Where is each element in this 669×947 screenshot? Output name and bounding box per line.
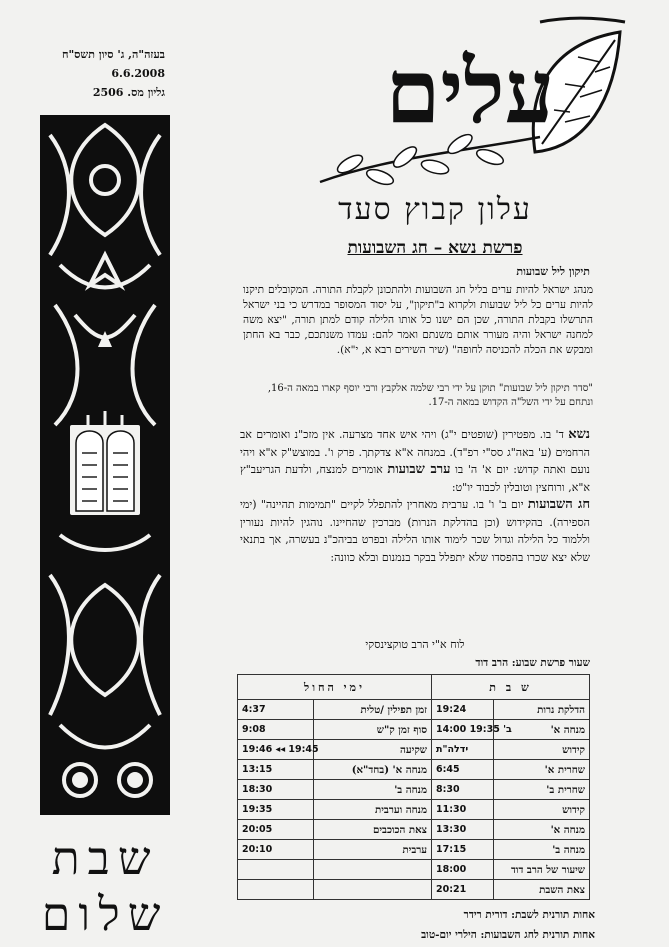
weekday-header: ימי החול — [238, 675, 432, 700]
masthead-logo — [310, 12, 630, 197]
table-row: מנחה א' 13:30 צאת הכוכבים 20:05 — [238, 820, 590, 840]
schedule-header-row — [238, 675, 590, 700]
weekly-halacha — [240, 426, 590, 566]
tablets-icon — [70, 411, 140, 515]
chag-shavuot: חג השבועות — [527, 497, 591, 512]
nurse-shabbat: אחות תורנית לשבת: דורית רידר — [463, 909, 595, 921]
table-row: מנחה א' 14:00 ב' 19:35 סוף זמן ק"ש 9:08 — [238, 720, 590, 740]
table-row: קידוש 11:30 מנחה וערבית 19:35 — [238, 800, 590, 820]
parasha-name: נשא — [568, 427, 590, 442]
table-row: קידוש ידלה"ת שקיעה 19:46 ◂◂ 19:45 — [238, 740, 590, 760]
decorative-banner — [40, 115, 170, 815]
newsletter-subtitle: עלון קבוץ סעד — [338, 192, 532, 227]
article-body: מנהג ישראל להיות ערים בליל חג השבועות ולהתכונן לקבלת התורה. המקובלים תיקנו להיות ערים כל ליל שבועות ולקרוא ב"תיקון", על יסוד המסופר במדרש כי בני ישראל התרשלו בקבלת התורה, שכן הם ישנו כל אותו הלילה קודם למתן תורה, "יצא משה למחנה ישראל והיה מעורר אותם משנתם ואמר להם: עמדו משנתכם, כבר בא החתן ומבקש את הכלה להכניסה לחופה" (שיר השירים רבא א, י"א). — [243, 284, 593, 356]
nurse-on-duty — [235, 905, 595, 945]
article-title: תיקון ליל שבועות — [516, 265, 590, 278]
nurse-shavuot: אחות תורנית לחג השבועות: הילרי יום-טוב — [421, 929, 595, 941]
weekly-paragraph-1: ד' בו. מפטירין (שופטים י"ג) ויהי איש אחד מצרעה. אין מזכ"נ ואומרים אב הרחמים (ע' באה"ג סס"י רפ"ד). במנחה א"א צדקתך. פרק ו'. במוצש"ק א"א ויהי נועם ואתה קדוש: יום א' ה' בו — [240, 428, 590, 476]
luach-signature: לוח א"י הרב טוקצינסקי — [365, 638, 465, 651]
table-row: שחרית ב' 8:30 מנחה ב' 18:30 — [238, 780, 590, 800]
weekly-paragraph-1-end: אומרים למנצח, ולדעת הגריעב"ץ א"א, ורוחצין וטובלין לכבוד יו"ט: — [240, 463, 590, 494]
table-row: צאת השבת 20:21 — [238, 880, 590, 900]
table-row: שחרית א' 6:45 מנחה א' (בחד"א) 13:15 — [238, 760, 590, 780]
table-row: שיעור של הרב דוד 18:00 — [238, 860, 590, 880]
issue-number: גליון מס. 2506 — [92, 86, 165, 99]
gregorian-date: 6.6.2008 — [111, 67, 165, 80]
table-row: הדלקת נרות 19:24 זמן תפילין /טלית 4:37 — [238, 700, 590, 720]
erev-shavuot: ערב שבועות — [387, 462, 451, 477]
table-row: מנחה ב' 17:15 ערבית 20:10 — [238, 840, 590, 860]
shabbat-header: ש ב ת — [432, 675, 590, 700]
article-footnote: "סדר תיקון ליל שבועות" תוקן על ידי רבי שלמה אלקבץ ורבי יוסף קארו במאה ה-16, ונתחם על ידי השל"ה הקדוש במאה ה-17. — [267, 383, 593, 408]
hebrew-date: בעזה"ה, ג' סיון תשס"ח — [61, 48, 165, 61]
logo-text: עלים — [385, 39, 555, 143]
parasha-title: פרשת נשא – חג השבועות — [347, 238, 523, 258]
floral-ornament — [40, 115, 170, 815]
weekly-shiur: שעור פרשת שבוע: הרב דוד — [475, 657, 590, 669]
weekly-paragraph-2: יום ב' ו' בו. ערבית מאחרין להתפלל לקיים "תמימות תהיינה" (ימי הספירה). בהקידוש (וכן בהדלקת הנרות) מברכין שהחיינו. נוהגין להיות נעורין וללמוד כל הלילה וגדול שכר לימוד אותו הלילה ובפרט בביהכ"נ בעשרה, אך בתנאי שלא יצא שכרו בהפסדו שלא יתפלל בבקר בנמנום ובלא כוונה: — [240, 498, 590, 564]
schedule-table — [237, 674, 590, 900]
shabbat-shalom-title: שבת שלום — [41, 831, 169, 941]
issue-meta — [60, 45, 165, 102]
